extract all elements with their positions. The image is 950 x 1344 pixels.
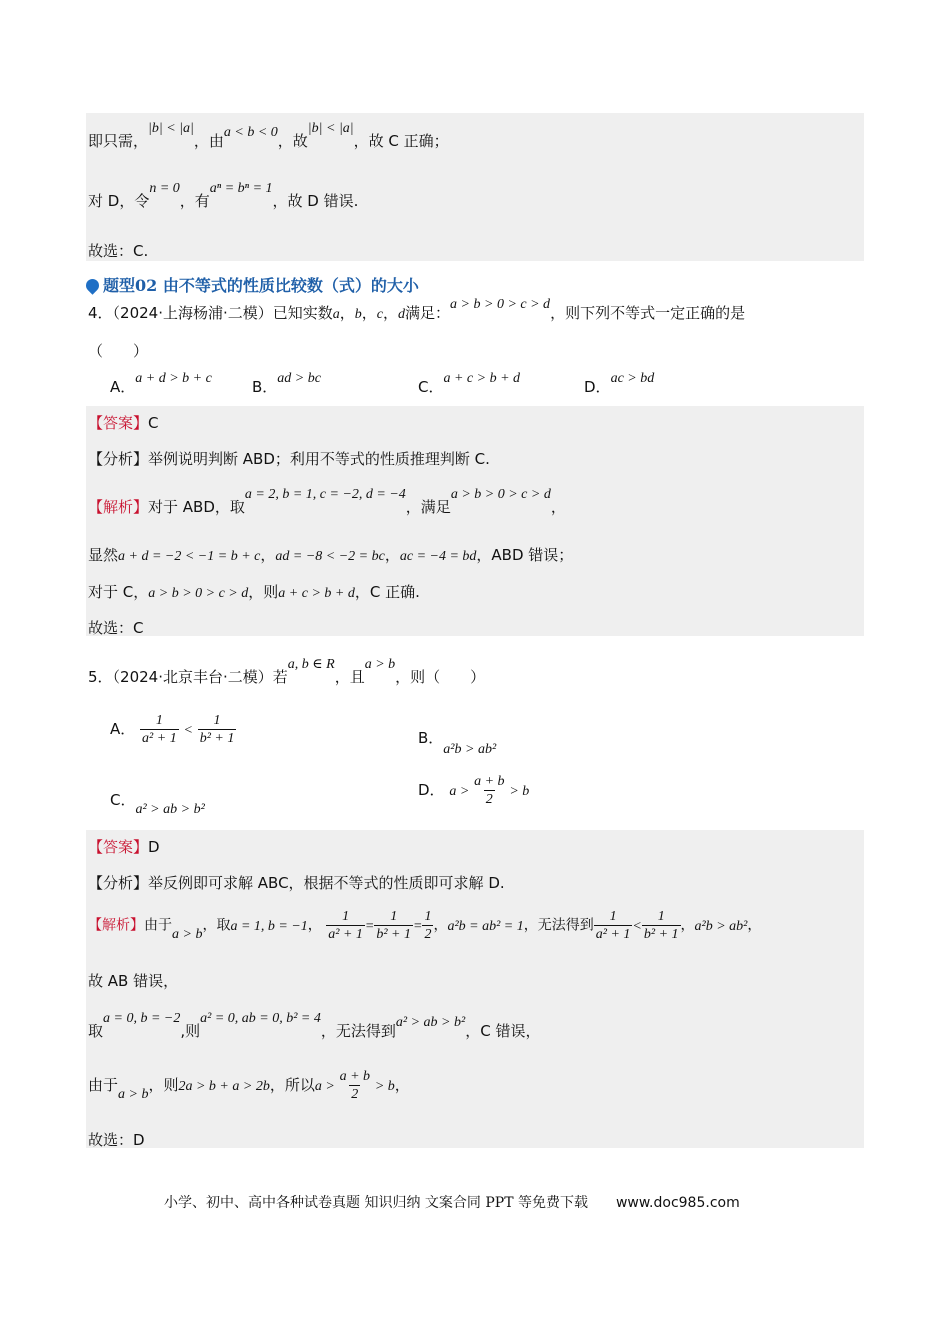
top-line-2: 对 D，令n = 0，有aⁿ = bⁿ = 1，故 D 错误. <box>88 181 359 210</box>
q5-solution-3: 取a = 0, b = −2,则a² = 0, ab = 0, b² = 4，无法得到a² > ab > b²，C 错误， <box>88 1011 541 1040</box>
math: 2a > b + a > 2b <box>178 1079 270 1094</box>
math: a + d = −2 < −1 = b + c <box>118 549 261 564</box>
math: a² = 0, ab = 0, b² = 4 <box>200 1011 321 1026</box>
section-heading: 题型02 由不等式的性质比较数（式）的大小 <box>86 273 419 296</box>
math: a > b <box>172 926 203 942</box>
q5-stem: 5．（2024·北京丰台·二模）若a, b ∈ R，且a > b，则（ ） <box>88 657 486 686</box>
q5-solution-4: 由于a > b，则2a > b + a > 2b，所以a > $\frac{a + b}{2}$ > b， <box>88 1069 410 1102</box>
math: a > b > 0 > c > d <box>450 487 551 502</box>
math: a > b > 0 > c > d <box>450 297 551 312</box>
math: n = 0 <box>149 181 180 196</box>
math: a²b > ab² <box>694 918 748 934</box>
footer-url[interactable]: www.doc985.com <box>615 1195 740 1211</box>
math: a²b = ab² = 1 <box>447 918 524 934</box>
q4-answer: 【答案】C <box>88 414 159 432</box>
math: a² > ab > b² <box>395 1015 466 1030</box>
q4-solution-3: 对于 C，a > b > 0 > c > d，则a + c > b + d，C 正确. <box>88 583 420 601</box>
q5-answer: 【答案】D <box>88 838 160 856</box>
math: |b| < |a| <box>307 121 354 136</box>
q4-analysis: 【分析】举例说明判断 ABD；利用不等式的性质推理判断 C. <box>88 450 490 468</box>
location-pin-icon <box>83 276 101 294</box>
q4-stem: 4．（2024·上海杨浦·二模）已知实数a，b，c，d满足：a > b > 0 > c > d，则下列不等式一定正确的是 <box>88 297 746 322</box>
math: a > b <box>118 1087 149 1102</box>
math: ad = −8 < −2 = bc <box>275 549 385 564</box>
math: a, b ∈ R <box>287 657 335 672</box>
math: a > b > 0 > c > d <box>148 586 249 601</box>
q4-paren: （ ） <box>88 342 149 360</box>
q5-option-c: C．a² > ab > b² <box>110 791 205 817</box>
math: a = 0, b = −2 <box>103 1011 181 1026</box>
q4-final: 故选：C <box>88 619 144 637</box>
q5-option-b: B．a²b > ab² <box>418 729 497 757</box>
q4-option-a: A．a + d > b + c <box>110 371 212 396</box>
q4-option-b: B．ad > bc <box>252 371 321 396</box>
math: a > b <box>364 657 396 672</box>
q5-solution-2: 故 AB 错误， <box>88 972 179 990</box>
top-line-3: 故选：C. <box>88 242 149 260</box>
math: a = 1, b = −1 <box>230 918 308 934</box>
math: a = 2, b = 1, c = −2, d = −4 <box>244 487 406 502</box>
top-line-1: 即只需，|b| < |a|，由a < b < 0，故|b| < |a|，故 C 正确； <box>88 121 449 150</box>
q5-analysis: 【分析】举反例即可求解 ABC，根据不等式的性质即可求解 D. <box>88 874 505 892</box>
math: ac = −4 = bd <box>399 549 477 564</box>
math: a < b < 0 <box>223 125 278 140</box>
math: a + c > b + d <box>278 586 355 601</box>
q4-option-d: D．ac > bd <box>584 371 655 396</box>
q4-option-c: C．a + c > b + d <box>418 371 521 396</box>
page-footer: 小学、初中、高中各种试卷真题 知识归纳 文案合同 PPT 等免费下载 www.doc985.com <box>164 1195 740 1211</box>
q5-option-d: D． a > $\frac{a + b}{2}$ > b <box>418 774 530 807</box>
q4-solution-2: 显然a + d = −2 < −1 = b + c，ad = −8 < −2 = bc，ac = −4 = bd，ABD 错误； <box>88 546 574 564</box>
q4-solution-1: 【解析】对于 ABD，取a = 2, b = 1, c = −2, d = −4，满足a > b > 0 > c > d， <box>88 487 566 516</box>
q5-solution-1: 【解析】由于a > b，取a = 1, b = −1， $\frac{1}{\text{a² + 1}}$ = $\frac{1}{\text{b² + 1}}$ = $\frac{1}{2}$ ，a²b = ab² = 1，无法得到 $\frac{1}{\text{a² + 1}}$ < $\frac{1}{\text{b² + 1}}$ ，a²b > ab²， <box>88 909 762 942</box>
math: |b| < |a| <box>148 121 194 136</box>
math: aⁿ = bⁿ = 1 <box>209 181 273 196</box>
q5-option-a: A． $\frac{1}{\text{a² + 1}}$ < $\frac{1}{\text{b² + 1}}$ <box>110 713 235 746</box>
q5-final: 故选：D <box>88 1131 145 1149</box>
